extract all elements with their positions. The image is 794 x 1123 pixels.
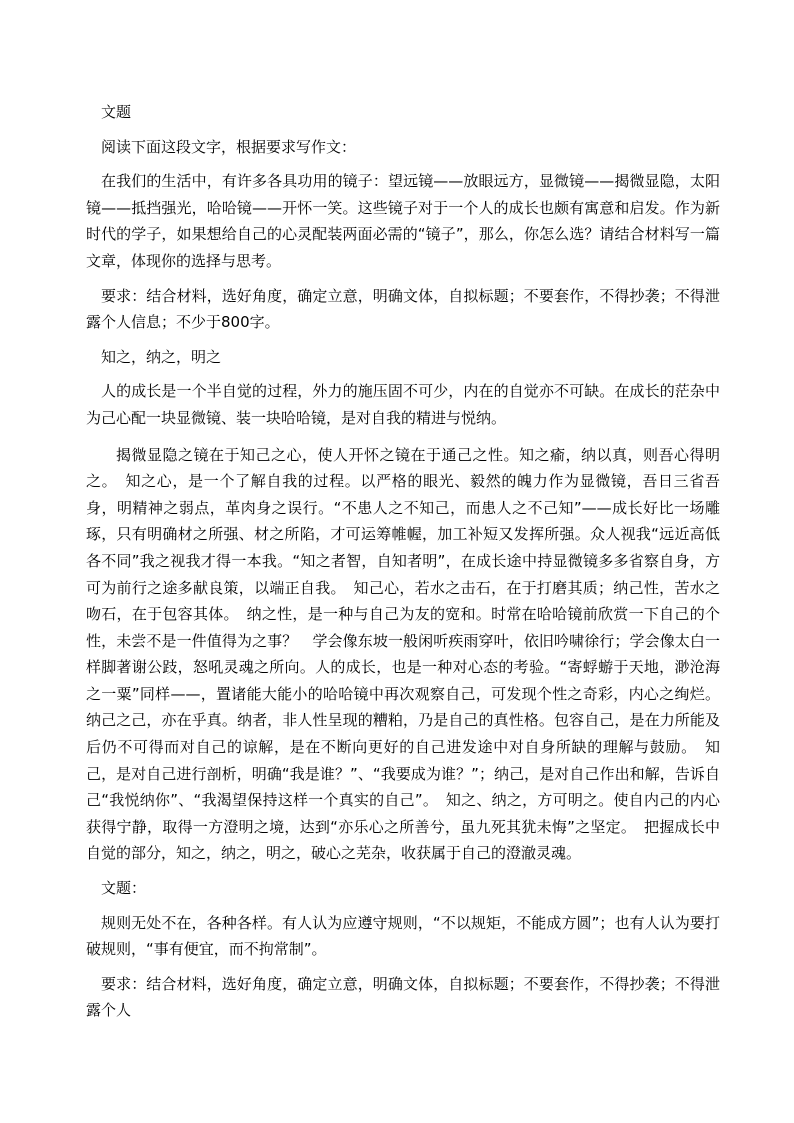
requirements-paragraph: 要求：结合材料，选好角度，确定立意，明确文体，自拟标题；不要套作，不得抄袭；不得泄露个人	[86, 974, 720, 1020]
section-heading: 文题：	[101, 879, 147, 898]
instruction-paragraph: 阅读下面这段文字，根据要求写作文：	[101, 137, 357, 156]
requirements-paragraph: 要求：结合材料，选好角度，确定立意，明确文体，自拟标题；不要套作，不得抄袭；不得泄露个人信息；不少于800字。	[86, 286, 720, 332]
section-heading: 文题	[101, 103, 132, 121]
prompt-paragraph: 在我们的生活中，有许多各具功用的镜子：望远镜——放眼远方，显微镜——揭微显隐，太阳镜——抵挡强光，哈哈镜——开怀一笑。这些镜子对于一个人的成长也颇有寓意和启发。作为新时代的学子，如果想给自己的心灵配装两面必需的“镜子”，那么，你怎么选？请结合材料写一篇文章，体现你的选择与思考。	[86, 172, 720, 270]
essay-paragraph: 揭微显隐之镜在于知己之心，使人开怀之镜在于通己之性。知之瘉，纳以真，则吾心得明之。 知之心，是一个了解自我的过程。以严格的眼光、毅然的魄力作为显微镜，吾日三省吾身，明精神之弱点，革肉身之误行。“不患人之不知己，而患人之不己知”——成长好比一场雕琢，只有明确材之所强、材之所陷，才可运筹帷幄，加工补短又发挥所强。众人视我“远近高低各不同”我之视我才得一本我。“知之者智，自知者明”，在成长途中持显微镜多多省察自身，方可为前行之途多献良策，以端正自我。 知己心，若水之击石，在于打磨其质；纳己性，苦水之吻石，在于包容其体。 纳之性，是一种与自己为友的宽和。时常在哈哈镜前欣赏一下自己的个性，未尝不是一件值得为之事？ 学会像东坡一般闲听疾雨穿叶，依旧吟啸徐行；学会像太白一样脚著谢公跂，怒吼灵魂之所向。人的成长，也是一种对心态的考验。“寄蜉蝣于天地，渺沧海之一粟”同样——，置诸能大能小的哈哈镜中再次观察自己，可发现个性之奇彩，内心之绚烂。纳己之己，亦在乎真。纳者，非人性呈现的糟粕，乃是自己的真性格。包容自己，是在力所能及后仍不可得而对自己的谅解，是在不断向更好的自己进发途中对自身所缺的理解与鼓励。 知己，是对自己进行剖析，明确“我是谁？”、“我要成为谁？”；纳己，是对自己作出和解，告诉自己“我悦纳你”、“我渴望保持这样一个真实的自己”。 知之、纳之，方可明之。使自内己的内心获得宁静，取得一方澄明之境，达到“亦乐心之所善兮，虽九死其犹未悔”之坚定。 把握成长中自觉的部分，知之，纳之，明之，破心之芜杂，收获属于自己的澄澈灵魂。	[86, 445, 720, 863]
essay-paragraph: 人的成长是一个半自觉的过程，外力的施压固不可少，内在的自觉亦不可缺。在成长的茫杂中为己心配一块显微镜、装一块哈哈镜，是对自我的精进与悦纳。	[86, 382, 720, 427]
document-body	[86, 99, 720, 1024]
essay-title: 知之，纳之，明之	[101, 347, 222, 366]
prompt-paragraph: 规则无处不在，各种各样。有人认为应遵守规则，“不以规矩，不能成方圆”；也有人认为要打破规则，“事有便宜，而不拘常制”。	[86, 913, 720, 959]
